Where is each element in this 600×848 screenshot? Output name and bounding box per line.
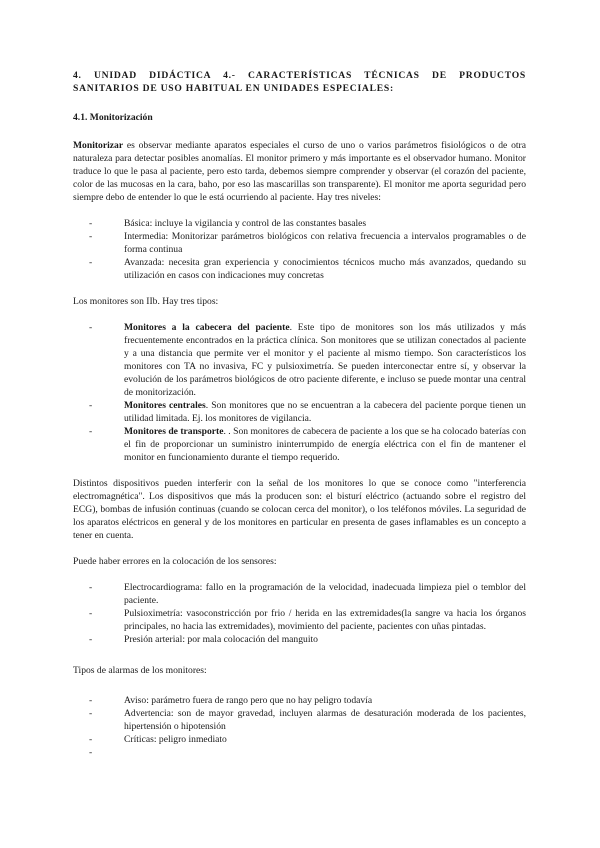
alarm-text: Advertencia: son de mayor gravedad, incluyen alarmas de desaturación moderada de los pacientes, hipertensión o hipotensión bbox=[124, 708, 526, 732]
unit-title: 4. UNIDAD DIDÁCTICA 4.- CARACTERÍSTICAS TÉCNICAS DE PRODUCTOS SANITARIOS DE USO HABITUAL EN UNIDADES ESPECIALES: bbox=[73, 70, 526, 94]
bullet-dash: - bbox=[89, 231, 93, 242]
types-list bbox=[73, 321, 526, 464]
bullet-dash: - bbox=[89, 322, 93, 333]
intro-paragraph bbox=[73, 139, 526, 204]
list-item bbox=[89, 217, 526, 230]
sensor-text: Electrocardiograma: fallo en la programación de la velocidad, inadecuada limpieza piel o temblor del paciente. bbox=[124, 582, 526, 606]
sensor-text: Pulsioximetría: vasoconstricción por frio / herida en las extremidades(la sangre va hacia los órganos principales, no hacia las extremidades), movimiento del paciente, pacientes con uñas pintadas. bbox=[124, 608, 526, 632]
type-term: Monitores centrales bbox=[124, 400, 206, 411]
level-text: Avanzada: necesita gran experiencia y conocimientos técnicos mucho más avanzados, quedando su utilización en casos con indicaciones muy concretas bbox=[124, 257, 526, 281]
sensor-text: Presión arterial: por mala colocación del manguito bbox=[124, 634, 318, 645]
list-item bbox=[89, 425, 526, 464]
bullet-dash: - bbox=[89, 695, 93, 706]
type-term: Monitores a la cabecera del paciente bbox=[124, 322, 290, 333]
bullet-dash: - bbox=[89, 747, 93, 758]
level-text: Intermedia: Monitorizar parámetros biológicos con relativa frecuencia a intervalos programables o de forma continua bbox=[124, 231, 526, 255]
type-term: Monitores de transporte bbox=[124, 426, 224, 437]
list-item bbox=[89, 256, 526, 282]
intro-term: Monitorizar bbox=[73, 140, 124, 151]
list-item bbox=[89, 694, 526, 707]
alarms-list bbox=[73, 694, 526, 759]
interference-paragraph: Distintos dispositivos pueden interferir con la señal de los monitores lo que se conoce como "interferencia electromagnética". Los dispositivos que más la producen son: el bisturí eléctrico (actuando sobre el registro del ECG), bombas de infusión continuas (cuando se colocan cerca del monitor), o los teléfonos móviles. La seguridad de los aparatos eléctricos en general y de los monitores en particular en presenta de gases inflamables es un concepto a tener en cuenta. bbox=[73, 478, 526, 541]
bullet-dash: - bbox=[89, 634, 93, 645]
list-item bbox=[89, 607, 526, 633]
levels-list bbox=[73, 217, 526, 282]
list-item bbox=[89, 633, 526, 646]
bullet-dash: - bbox=[89, 257, 93, 268]
bullet-dash: - bbox=[89, 426, 93, 437]
section-title: 4.1. Monitorización bbox=[73, 112, 153, 123]
bullet-dash: - bbox=[89, 734, 93, 745]
bullet-dash: - bbox=[89, 708, 93, 719]
list-item bbox=[89, 321, 526, 399]
sensors-list bbox=[73, 581, 526, 646]
types-intro: Los monitores son IIb. Hay tres tipos: bbox=[73, 296, 219, 307]
alarms-intro: Tipos de alarmas de los monitores: bbox=[73, 665, 207, 676]
bullet-dash: - bbox=[89, 218, 93, 229]
type-text: . Este tipo de monitores son los más utilizados y más frecuentemente encontrados en la práctica clínica. Son monitores que se utilizan conectados al paciente y a una distancia que permite ver el monitor y el paciente al mismo tiempo. Son característicos los monitores con TA no invasiva, FC y pulsioximetría. Se pueden interconectar entre sí, y observar la evolución de los parámetros biológicos de otro paciente diferente, e incluso se puede montar una central de monitorización. bbox=[124, 322, 526, 398]
list-item bbox=[89, 230, 526, 256]
bullet-dash: - bbox=[89, 582, 93, 593]
list-item bbox=[89, 581, 526, 607]
bullet-dash: - bbox=[89, 400, 93, 411]
alarm-text: Aviso: parámetro fuera de rango pero que no hay peligro todavía bbox=[124, 695, 373, 706]
level-text: Básica: incluye la vigilancia y control de las constantes basales bbox=[124, 218, 367, 229]
list-item bbox=[89, 733, 526, 746]
list-item bbox=[89, 399, 526, 425]
document-body bbox=[73, 69, 526, 759]
bullet-dash: - bbox=[89, 608, 93, 619]
type-text: . Son monitores que no se encuentran a la cabecera del paciente porque tienen un utilidad limitada. Ej. los monitores de vigilancia. bbox=[124, 400, 526, 424]
alarm-text: Críticas: peligro inmediato bbox=[124, 734, 227, 745]
intro-text: es observar mediante aparatos especiales el curso de uno o varios parámetros fisiológicos o de otra naturaleza para detectar posibles anomalías. El monitor primero y más importante es el observador humano. Monitor traduce lo que le pasa al paciente, pero esto tarda, debemos siempre comprender y observar (el corazón del paciente, color de las mucosas en la cara, baho, por eso las mascarillas son transparente). El monitor me aporta seguridad pero siempre debo de entender lo que le está ocurriendo al paciente. Hay tres niveles: bbox=[73, 140, 526, 203]
type-text: . . Son monitores de cabecera de paciente a los que se ha colocado baterías con el fin de proporcionar un suministro ininterrumpido de energía eléctrica con el fin de mantener el monitor en funcionamiento durante el tiempo requerido. bbox=[124, 426, 526, 463]
list-item bbox=[89, 707, 526, 733]
sensors-intro: Puede haber errores en la colocación de los sensores: bbox=[73, 556, 277, 567]
list-item bbox=[89, 746, 526, 759]
